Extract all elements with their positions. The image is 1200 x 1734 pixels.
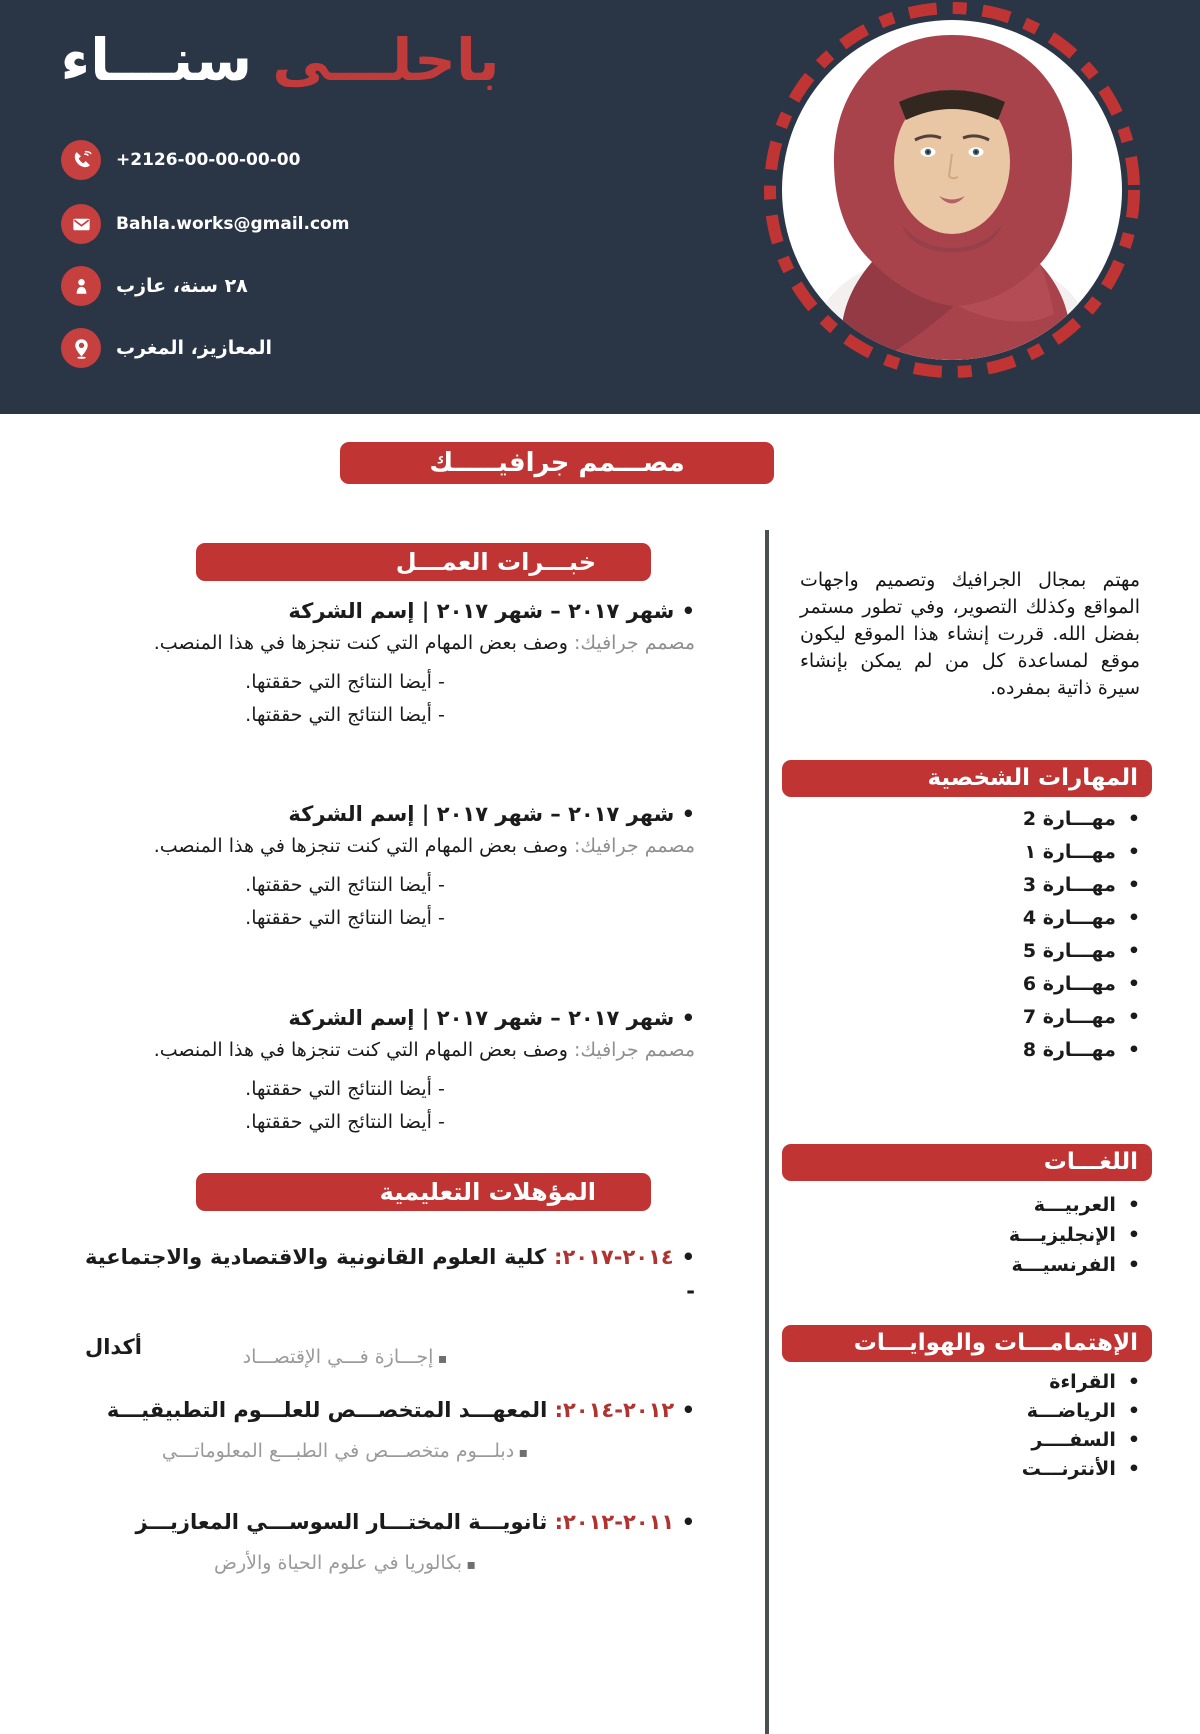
profile-photo <box>752 0 1152 390</box>
interest-item: • السفــــر <box>782 1426 1140 1455</box>
contact-location-text[interactable]: المعازيز، المغرب <box>116 337 272 359</box>
person-icon <box>61 266 101 306</box>
education-school: المعهـــد المتخصـــص للعلـــوم التطبيقيـــة <box>106 1398 555 1422</box>
section-header-education <box>196 1173 651 1211</box>
work-result: - أيضا النتائج التي حققتها. <box>245 1111 445 1133</box>
skill-item: • مهـــارة 7 <box>782 1001 1140 1034</box>
work-entry-title: • شهر ٢٠١٧ – شهر ٢٠١٧ | إسم الشركة <box>85 1002 695 1034</box>
interests-heading: الإهتمامـــات والهوايـــات <box>853 1330 1138 1356</box>
education-entry-title <box>85 1394 695 1426</box>
about-paragraph: مهتم بمجال الجرافيك وتصميم واجهات المواقع وكذلك التصوير، وفي تطور مستمر بفضل الله. قررت إنشاء هذا الموقع ليكون موقع لمساعدة كل من لم يمكن بإنشاء سيرة ذاتية بمفرده. <box>800 569 1140 699</box>
location-icon <box>61 328 101 368</box>
work-entry <box>85 1002 695 1066</box>
section-header-interests <box>782 1325 1152 1362</box>
interest-item: • الرياضـــة <box>782 1397 1140 1426</box>
contact-phone-text[interactable]: +2126-00-00-00-00 <box>116 150 301 170</box>
skill-item: • مهـــارة 6 <box>782 968 1140 1001</box>
education-dates: ٢٠١٤-٢٠١٧: <box>554 1245 674 1269</box>
work-result: - أيضا النتائج التي حققتها. <box>245 1078 445 1100</box>
work-result: - أيضا النتائج التي حققتها. <box>245 671 445 693</box>
last-name: سنـــاء <box>60 26 253 94</box>
role-label: مصمم جرافيك: <box>573 835 695 857</box>
education-entry-title <box>85 1240 695 1308</box>
skill-item: • مهـــارة ١ <box>782 836 1140 869</box>
job-title: مصـــمم جرافيـــــك <box>429 448 685 478</box>
education-detail: ▪ دبلـــوم متخصـــص في الطبـــع المعلوماتـــي <box>80 1436 610 1468</box>
work-result: - أيضا النتائج التي حققتها. <box>245 704 445 726</box>
education-entry <box>85 1506 695 1538</box>
education-detail: ▪ بكالوريا في علوم الحياة والأرض <box>80 1548 610 1580</box>
section-header-skills <box>782 760 1152 797</box>
work-result: - أيضا النتائج التي حققتها. <box>245 874 445 896</box>
interest-item: • الأنترنـــت <box>782 1455 1140 1484</box>
contact-email-text[interactable]: Bahla.works@gmail.com <box>116 214 350 234</box>
education-heading: المؤهلات التعليمية <box>379 1178 596 1206</box>
role-desc: وصف بعض المهام التي كنت تنجزها في هذا المنصب. <box>153 1039 574 1061</box>
work-result: - أيضا النتائج التي حققتها. <box>245 907 445 929</box>
contact-row-location <box>61 328 272 368</box>
education-dates: ٢٠١٢-٢٠١٤: <box>554 1398 675 1422</box>
skills-heading: المهارات الشخصية <box>927 765 1138 791</box>
education-school: كلية العلوم القانونية والاقتصادية والاجتماعية - <box>85 1245 695 1303</box>
phone-icon <box>61 140 101 180</box>
languages-list <box>782 1190 1152 1280</box>
skill-item: • مهـــارة 4 <box>782 902 1140 935</box>
contact-age-text[interactable]: ٢٨ سنة، عازب <box>116 275 248 297</box>
education-entry-title <box>85 1506 695 1538</box>
work-entry <box>85 798 695 862</box>
contact-row-email <box>61 204 349 244</box>
role-label: مصمم جرافيك: <box>573 1039 695 1061</box>
candidate-name <box>60 20 500 100</box>
education-school-cont: أكدال <box>85 1335 142 1359</box>
work-entry <box>85 595 695 659</box>
education-entry <box>85 1394 695 1426</box>
work-entry-desc <box>85 627 695 659</box>
role-desc: وصف بعض المهام التي كنت تنجزها في هذا المنصب. <box>153 835 574 857</box>
language-item: • الإنجليزيـــة <box>782 1220 1140 1250</box>
interest-item: • القراءة <box>782 1368 1140 1397</box>
portrait-illustration <box>752 0 1152 390</box>
skill-item: • مهـــارة 2 <box>782 803 1140 836</box>
work-entry-title: • شهر ٢٠١٧ – شهر ٢٠١٧ | إسم الشركة <box>85 595 695 627</box>
interests-list <box>782 1368 1152 1484</box>
header <box>0 0 1200 414</box>
job-title-banner <box>340 442 774 484</box>
skill-item: • مهـــارة 8 <box>782 1034 1140 1067</box>
language-item: • العربيـــة <box>782 1190 1140 1220</box>
contact-row-age <box>61 266 248 306</box>
education-detail: ▪ إجـــازة فـــي الإقتصـــاد <box>80 1342 610 1374</box>
language-item: • الفرنسيـــة <box>782 1250 1140 1280</box>
section-header-work <box>196 543 651 581</box>
role-desc: وصف بعض المهام التي كنت تنجزها في هذا المنصب. <box>153 632 574 654</box>
first-name: باحلـــى <box>272 26 500 94</box>
education-dates: ٢٠١١-٢٠١٢: <box>554 1510 675 1534</box>
column-divider <box>765 530 769 1734</box>
contact-row-phone <box>61 140 300 180</box>
skill-item: • مهـــارة 3 <box>782 869 1140 902</box>
skills-list <box>782 803 1152 1067</box>
role-label: مصمم جرافيك: <box>573 632 695 654</box>
email-icon <box>61 204 101 244</box>
education-school: ثانويـــة المختـــار السوســـي المعازيـــز <box>135 1510 555 1534</box>
work-entry-desc <box>85 830 695 862</box>
section-header-languages <box>782 1144 1152 1181</box>
work-entry-title: • شهر ٢٠١٧ – شهر ٢٠١٧ | إسم الشركة <box>85 798 695 830</box>
languages-heading: اللغـــات <box>1043 1149 1138 1175</box>
work-entry-desc <box>85 1034 695 1066</box>
skill-item: • مهـــارة 5 <box>782 935 1140 968</box>
work-heading: خبـــرات العمـــل <box>395 548 596 576</box>
